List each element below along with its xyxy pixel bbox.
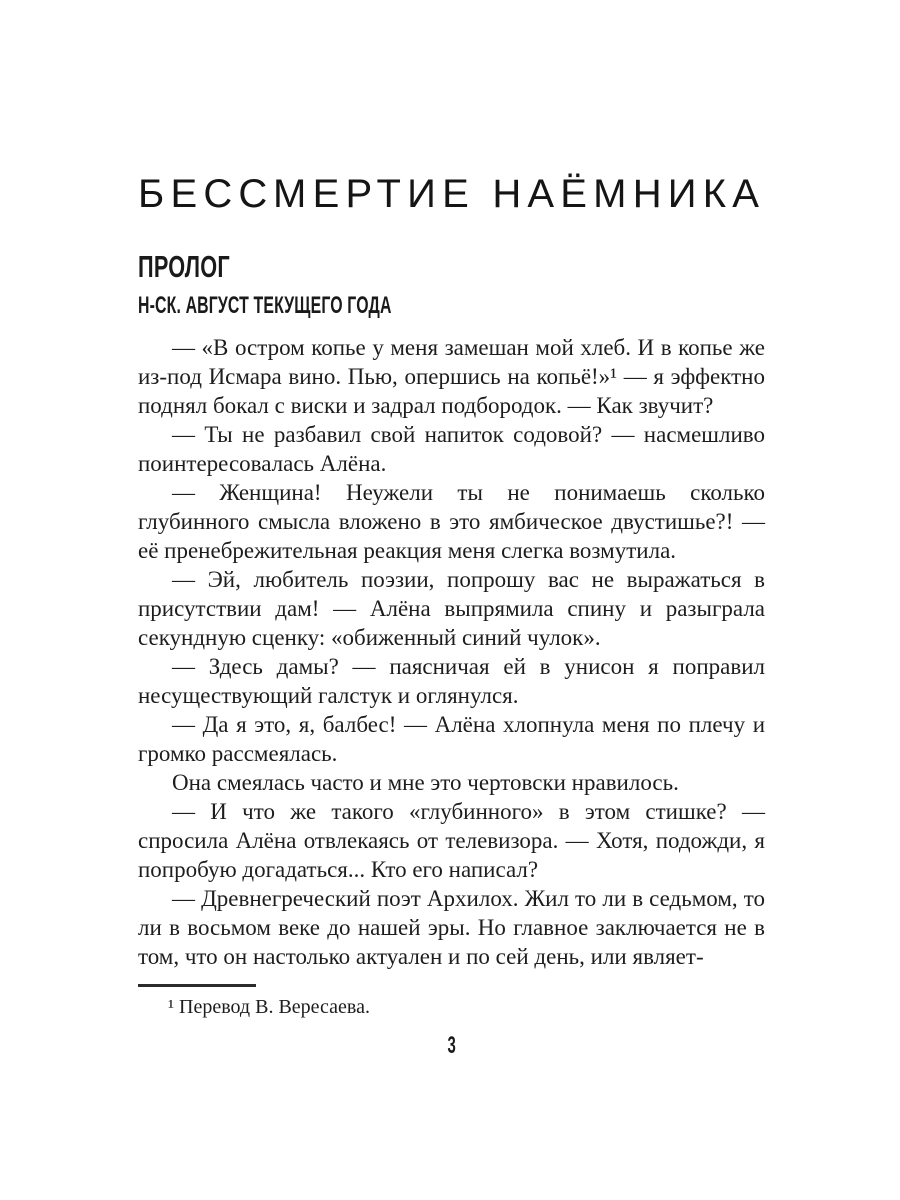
paragraph: — «В остром копье у меня замешан мой хлеб. И в копье же из-под Исмара вино. Пью, опершись на копьё!»¹ — я эффектно поднял бокал с виски и задрал подбородок. — Как звучит? bbox=[138, 335, 765, 418]
scene-heading: Н-СК. АВГУСТ ТЕКУЩЕГО ГОДА bbox=[138, 292, 392, 319]
chapter-heading: ПРОЛОГ bbox=[138, 249, 230, 284]
body-text bbox=[138, 333, 765, 971]
paragraph: — Древнегреческий поэт Архилох. Жил то ли в седьмом, то ли в восьмом веке до нашей эры. Но главное заключается не в том, что он настолько актуален и по сей день, или являет- bbox=[138, 886, 765, 969]
paragraph: — Здесь дамы? — паясничая ей в унисон я поправил несуществующий галстук и оглянулся. bbox=[138, 654, 765, 708]
paragraph: Она смеялась часто и мне это чертовски нравилось. bbox=[172, 770, 679, 795]
page-number: 3 bbox=[447, 1032, 456, 1059]
paragraph: — Да я это, я, балбес! — Алёна хлопнула меня по плечу и громко рассмеялась. bbox=[138, 712, 765, 766]
footnote-divider bbox=[138, 984, 256, 987]
paragraph: — Женщина! Неужели ты не понимаешь сколько глубинного смысла вложено в это ямбическое двустишье?! — её пренебрежительная реакция меня слегка возмутила. bbox=[138, 480, 765, 563]
page-number-area bbox=[138, 1032, 765, 1060]
paragraph: — И что же такого «глубинного» в этом стишке? — спросила Алёна отвлекаясь от телевизора. — Хотя, подожди, я попробую догадаться... Кто его написал? bbox=[138, 799, 765, 882]
book-title: БЕССМЕРТИЕ НАЁМНИКА bbox=[138, 172, 766, 216]
paragraph: — Эй, любитель поэзии, попрошу вас не выражаться в присутствии дам! — Алёна выпрямила спину и разыграла секундную сценку: «обиженный синий чулок». bbox=[138, 567, 765, 650]
footnote: ¹ Перевод В. Вересаева. bbox=[168, 996, 370, 1018]
paragraph: — Ты не разбавил свой напиток содовой? — насмешливо поинтересовалась Алёна. bbox=[138, 422, 765, 476]
